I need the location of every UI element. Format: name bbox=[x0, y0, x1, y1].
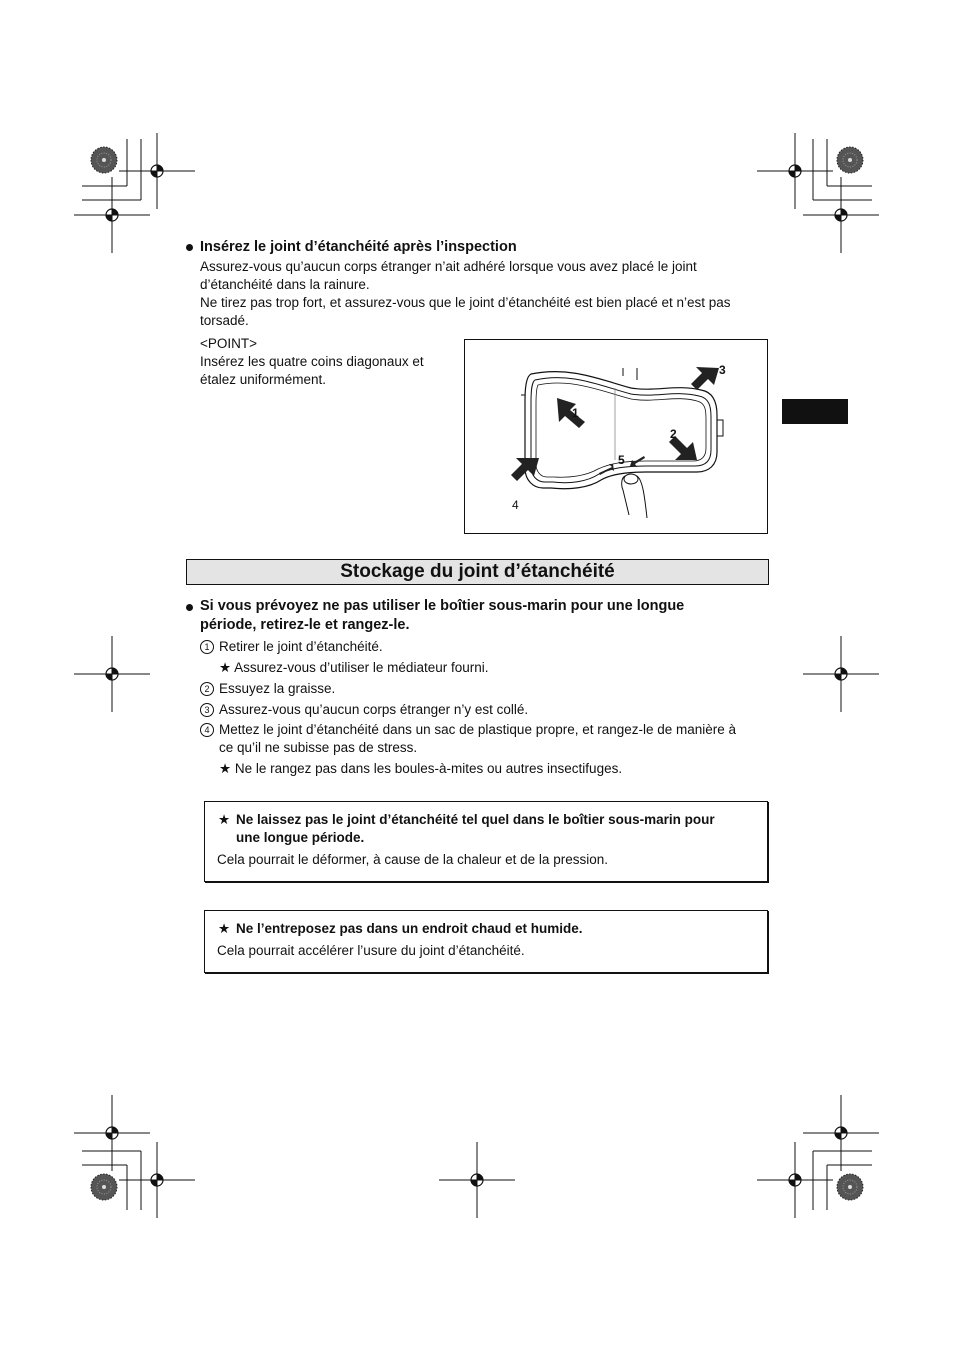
star-icon: ★ bbox=[219, 660, 232, 675]
step-number: 1 bbox=[200, 640, 214, 654]
caution-body: Cela pourrait le déformer, à cause de la chaleur et de la pression. bbox=[217, 852, 608, 867]
paragraph-line: Ne tirez pas trop fort, et assurez-vous que le joint d’étanchéité est bien placé et n’est pas bbox=[200, 295, 731, 310]
figure-label-2: 2 bbox=[670, 427, 677, 441]
star-note: ★ Ne le rangez pas dans les boules-à-mites ou autres insectifuges. bbox=[219, 761, 623, 776]
arrow-1 bbox=[557, 398, 585, 428]
caution-box-2 bbox=[204, 910, 768, 973]
point-text: Insérez les quatre coins diagonaux et bbox=[200, 354, 424, 369]
step-2: 2 Essuyez la graisse. bbox=[200, 680, 335, 698]
step-number: 3 bbox=[200, 703, 214, 717]
paragraph-line: d’étanchéité dans la rainure. bbox=[200, 277, 370, 292]
figure-label-5: 5 bbox=[618, 453, 625, 467]
step-3: 3 Assurez-vous qu’aucun corps étranger n’y est collé. bbox=[200, 701, 528, 719]
chapter-tab-marker bbox=[782, 399, 848, 424]
step-number: 2 bbox=[200, 682, 214, 696]
storage-heading: Si vous prévoyez ne pas utiliser le boîtier sous-marin pour une longue bbox=[200, 598, 685, 614]
storage-heading: période, retirez-le et rangez-le. bbox=[200, 617, 410, 633]
caution-title: ★ Ne laissez pas le joint d’étanchéité tel quel dans le boîtier sous-marin pour une longue période. bbox=[218, 812, 715, 845]
point-label: <POINT> bbox=[200, 336, 258, 351]
caution-body: Cela pourrait accélérer l’usure du joint d’étanchéité. bbox=[217, 943, 525, 958]
paragraph-line: torsadé. bbox=[200, 313, 249, 328]
paragraph-line: Assurez-vous qu’aucun corps étranger n’ait adhéré lorsque vous avez placé le joint bbox=[200, 259, 697, 274]
star-icon: ★ bbox=[218, 812, 231, 827]
seal-insertion-figure bbox=[464, 339, 768, 534]
step-1: 1 Retirer le joint d’étanchéité. bbox=[200, 638, 383, 656]
caution-box-1 bbox=[204, 801, 768, 882]
step-number: 4 bbox=[200, 723, 214, 737]
step-4-continued: ce qu’il ne subisse pas de stress. bbox=[219, 740, 418, 755]
point-text: étalez uniformément. bbox=[200, 372, 327, 387]
figure-label-4: 4 bbox=[512, 498, 519, 512]
star-icon: ★ bbox=[219, 761, 232, 776]
caution-title: ★ Ne l’entreposez pas dans un endroit chaud et humide. bbox=[218, 921, 583, 936]
arrow-3 bbox=[691, 367, 719, 390]
bullet-icon bbox=[186, 244, 193, 251]
star-note: ★ Assurez-vous d’utiliser le médiateur fourni. bbox=[219, 660, 489, 675]
section-title: Stockage du joint d’étanchéité bbox=[186, 559, 769, 585]
star-icon: ★ bbox=[218, 921, 231, 936]
bullet-icon bbox=[186, 604, 193, 611]
insert-seal-heading: Insérez le joint d’étanchéité après l’inspection bbox=[200, 239, 517, 255]
figure-label-3: 3 bbox=[719, 363, 726, 377]
figure-label-1: 1 bbox=[572, 406, 579, 420]
step-4: 4 Mettez le joint d’étanchéité dans un sac de plastique propre, et rangez-le de manière à bbox=[200, 721, 736, 739]
